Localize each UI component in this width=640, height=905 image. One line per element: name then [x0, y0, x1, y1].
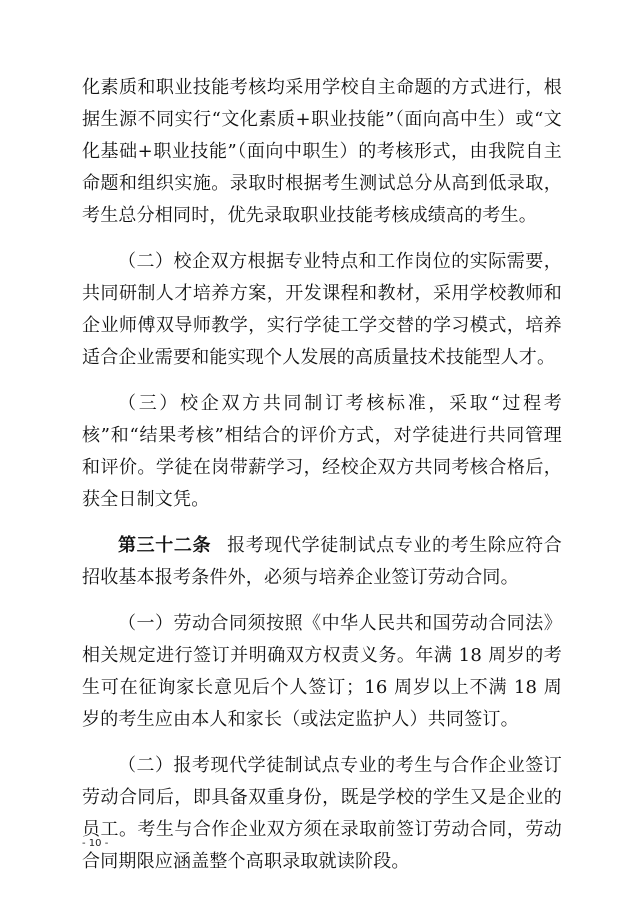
body-text	[82, 72, 562, 892]
paragraph-item-3: （三）校企双方共同制订考核标准，采取“过程考核”和“结果考核”相结合的评价方式，对学徒进行共同管理和评价。学徒在岗带薪学习，经校企双方共同考核合格后，获全日制文凭。	[82, 393, 562, 510]
article-label: 第三十二条	[118, 535, 212, 556]
page-number: - 10 -	[82, 838, 109, 849]
article-32-text: 报考现代学徒制试点专业的考生除应符合招收基本报考条件外，必须与培养企业签订劳动合同。	[82, 535, 562, 588]
paragraph-item-2: （二）校企双方根据专业特点和工作岗位的实际需要，共同研制人才培养方案，开发课程和教材，采用学校教师和企业师傅双导师教学，实行学徒工学交替的学习模式，培养适合企业需要和能实现个人发展的高质量技术技能型人才。	[82, 251, 562, 368]
paragraph-continuation: 化素质和职业技能考核均采用学校自主命题的方式进行，根据生源不同实行“文化素质+职业技能”（面向高中生）或“文化基础+职业技能”（面向中职生）的考核形式，由我院自主命题和组织实施。录取时根据考生测试总分从高到低录取，考生总分相同时，优先录取职业技能考核成绩高的考生。	[82, 77, 562, 226]
article-32-paragraph	[82, 530, 562, 594]
paragraph-contract-item-2: （二）报考现代学徒制试点专业的考生与合作企业签订劳动合同后，即具备双重身份，既是学校的学生又是企业的员工。考生与合作企业双方须在录取前签订劳动合同，劳动合同期限应涵盖整个高职录取就读阶段。	[82, 755, 562, 872]
paragraph-contract-item-1: （一）劳动合同须按照《中华人民共和国劳动合同法》相关规定进行签订并明确双方权责义务。年满 18 周岁的考生可在征询家长意见后个人签订；16 周岁以上不满 18 周岁的考生应由本人和家长（或法定监护人）共同签订。	[82, 613, 562, 730]
